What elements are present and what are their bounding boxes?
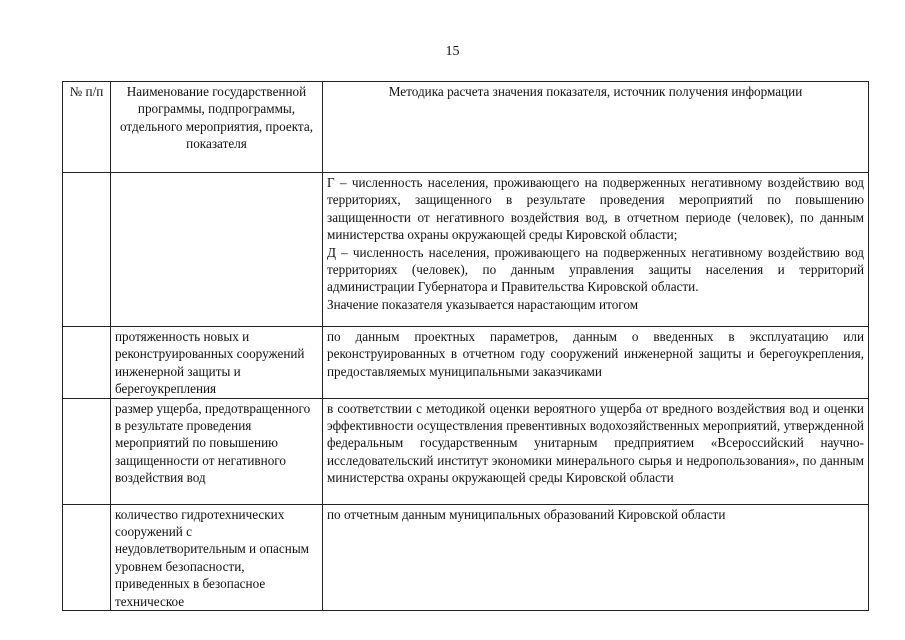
header-name: Наименование государственной программы, подпрограммы, отдельного мероприятия, проекта, показателя: [111, 82, 323, 173]
row-method-cell: по данным проектных параметров, данным о введенных в эксплуатацию или реконструированных в отчетном году сооружений инженерной защиты и берегоукрепления, предоставляемых муниципальными заказчиками: [323, 327, 869, 399]
row-num-cell: [63, 173, 111, 327]
table-row: [63, 327, 869, 399]
row-method-cell: [323, 173, 869, 327]
row-num-cell: [63, 504, 111, 610]
table-header-row: [63, 82, 869, 173]
header-num: № п/п: [63, 82, 111, 173]
row-num-cell: [63, 398, 111, 504]
table-row: [63, 173, 869, 327]
row-name-cell: размер ущерба, предотвращенного в результате проведения мероприятий по повышению защищенности от негативного воздействия вод: [111, 398, 323, 504]
table-row: [63, 398, 869, 504]
row-name-cell: [111, 173, 323, 327]
page-number: 15: [445, 44, 460, 59]
row-name-cell: протяженность новых и реконструированных сооружений инженерной защиты и берегоукрепления: [111, 327, 323, 399]
row-name-cell: количество гидротехнических сооружений с неудовлетворительным и опасным уровнем безопасности, приведенных в безопасное техническое: [111, 504, 323, 610]
table-row: [63, 504, 869, 610]
indicator-table: [62, 81, 869, 611]
row-method-cell: в соответствии с методикой оценки вероятного ущерба от вредного воздействия вод и оценки эффективности осуществления превентивных водохозяйственных мероприятий, утвержденной федеральным государственным унитарным предприятием «Всероссийский научно-исследовательский институт экономики минерального сырья и недропользования», по данным министерства охраны окружающей среды Кировской области: [323, 398, 869, 504]
row-num-cell: [63, 327, 111, 399]
method-paragraph: Г – численность населения, проживающего на подверженных негативному воздействию вод территориях, защищенного в результате проведения мероприятий по повышению защищенности от негативного воздействия вод, в отчетном периоде (человек), по данным министерства охраны окружающей среды Кировской области;: [327, 175, 864, 243]
header-method: Методика расчета значения показателя, источник получения информации: [323, 82, 869, 173]
method-paragraph: Д – численность населения, проживающего на подверженных негативному воздействию вод территориях (человек), по данным управления защиты населения и территорий администрации Губернатора и Правительства Кировской области.: [327, 244, 864, 295]
method-paragraph: Значение показателя указывается нарастающим итогом: [327, 296, 639, 312]
row-method-cell: по отчетным данным муниципальных образований Кировской области: [323, 504, 869, 610]
